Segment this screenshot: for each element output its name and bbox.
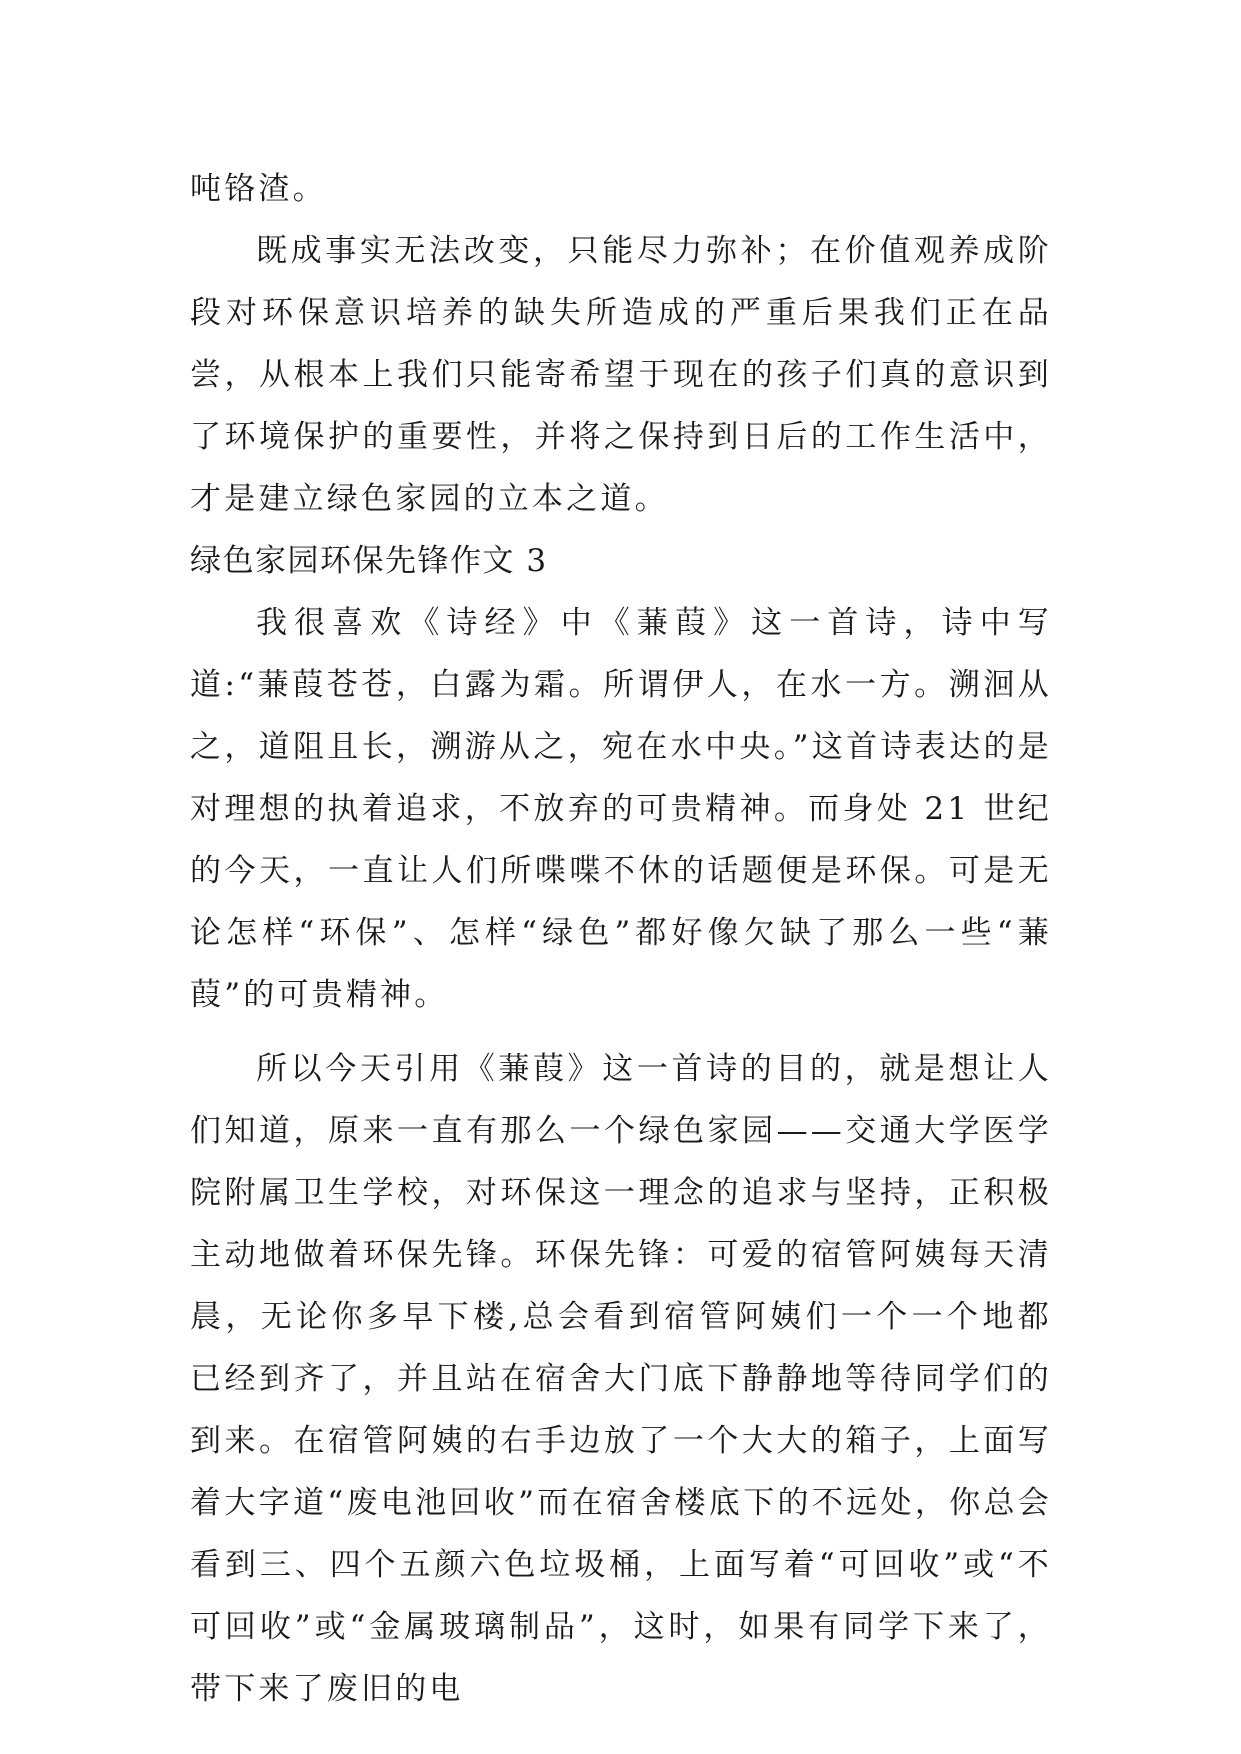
paragraph-conclusion: 既成事实无法改变，只能尽力弥补；在价值观养成阶段对环保意识培养的缺失所造成的严重后果我们正在品尝，从根本上我们只能寄希望于现在的孩子们真的意识到了环境保护的重要性，并将之保持到日后的工作生活中，才是建立绿色家园的立本之道。 [190,233,1052,517]
section-heading: 绿色家园环保先锋作文 3 [190,543,548,579]
paragraph-poem-intro: 我很喜欢《诗经》中《蒹葭》这一首诗，诗中写道:“蒹葭苍苍，白露为霜。所谓伊人，在水一方。溯洄从之，道阻且长，溯游从之，宛在水中央。”这首诗表达的是对理想的执着追求，不放弃的可贵精神。而身处 21 世纪的今天，一直让人们所喋喋不休的话题便是环保。可是无论怎样“环保”、怎样“绿色”都好像欠缺了那么一些“蒹葭”的可贵精神。 [190,605,1052,1013]
document-body [190,158,1052,1720]
paragraph-green-campus: 所以今天引用《蒹葭》这一首诗的目的，就是想让人们知道，原来一直有那么一个绿色家园——交通大学医学院附属卫生学校，对环保这一理念的追求与坚持，正积极主动地做着环保先锋。环保先锋：可爱的宿管阿姨每天清晨，无论你多早下楼,总会看到宿管阿姨们一个一个地都已经到齐了，并且站在宿舍大门底下静静地等待同学们的到来。在宿管阿姨的右手边放了一个大大的箱子，上面写着大字道“废电池回收”而在宿舍楼底下的不远处，你总会看到三、四个五颜六色垃圾桶，上面写着“可回收”或“不可回收”或“金属玻璃制品”，这时，如果有同学下来了，带下来了废旧的电 [190,1051,1052,1707]
paragraph-continuation: 吨铬渣。 [190,171,327,207]
